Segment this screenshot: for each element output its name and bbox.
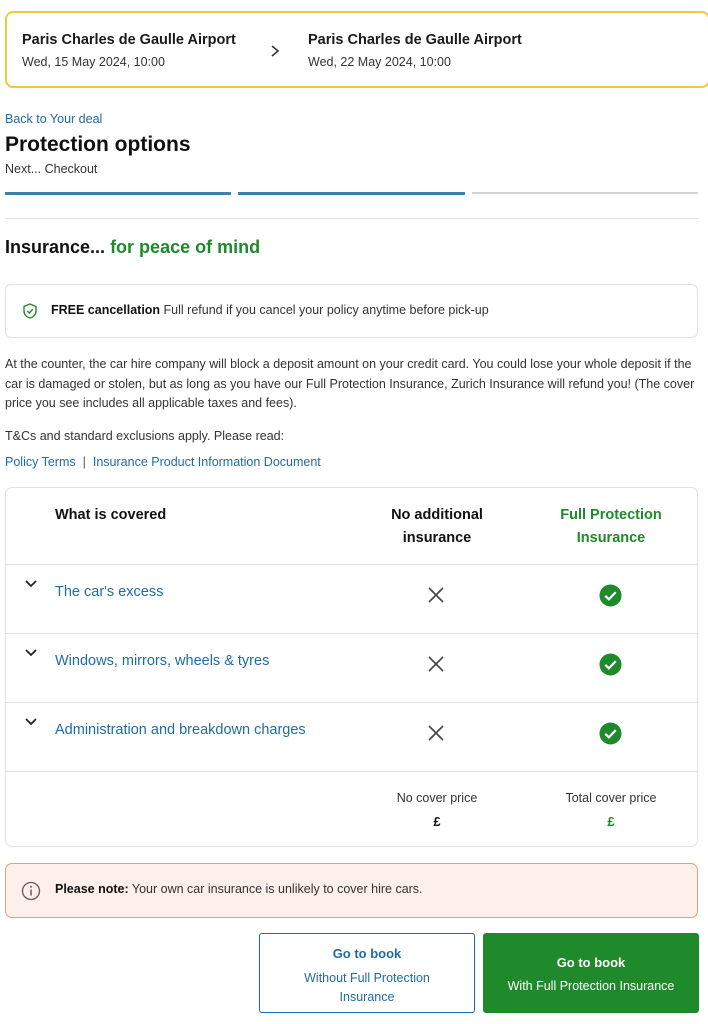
shield-check-icon — [23, 303, 37, 319]
policy-links — [5, 455, 321, 469]
free-cancellation-detail: Full refund if you cancel your policy anytime before pick-up — [163, 303, 489, 317]
trip-summary — [5, 11, 708, 88]
col-header-full-protection-line2: Insurance — [576, 530, 646, 546]
free-cancellation-bold: FREE cancellation — [51, 303, 161, 317]
tcs-text: T&Cs and standard exclusions apply. Please read: — [5, 429, 285, 443]
page-title: Protection options — [5, 133, 191, 156]
no-cover-price-label: No cover price — [396, 791, 478, 805]
book-with-subtitle: With Full Protection Insurance — [507, 979, 675, 993]
insurance-heading-highlight: for peace of mind — [110, 237, 261, 257]
ipid-link[interactable]: Insurance Product Information Document — [92, 455, 321, 469]
row-label[interactable]: The car's excess — [55, 584, 164, 600]
progress-step-2 — [238, 192, 465, 195]
please-note-text — [55, 882, 423, 896]
chevron-right-icon — [269, 43, 281, 59]
row-divider — [6, 633, 697, 634]
col-header-no-insurance — [352, 504, 522, 550]
next-step-label: Next... Checkout — [5, 162, 98, 176]
book-without-title: Go to book — [332, 946, 402, 961]
row-divider — [6, 771, 697, 772]
col-header-what-covered: What is covered — [55, 507, 167, 523]
no-cover-price-value: £ — [433, 814, 441, 829]
divider — [5, 218, 698, 219]
insurance-description: At the counter, the car hire company will block a deposit amount on your credit card. You could lose your whole deposit if the car is damaged or stolen, but as long as you have our Full Protection Insurance, Zurich Insurance will refund you! (The cover price you see includes all applicable taxes and fees). — [5, 357, 695, 410]
row-divider — [6, 702, 697, 703]
insurance-heading-prefix: Insurance... — [5, 237, 106, 257]
pickup-datetime: Wed, 15 May 2024, 10:00 — [22, 55, 165, 69]
please-note-banner — [5, 863, 698, 918]
pickup-location: Paris Charles de Gaulle Airport — [22, 32, 236, 48]
dropoff-leg — [308, 32, 522, 69]
dropoff-datetime: Wed, 22 May 2024, 10:00 — [308, 55, 451, 69]
check-circle-icon — [599, 722, 622, 745]
row-divider — [6, 564, 697, 565]
coverage-table — [5, 487, 698, 847]
please-note-bold: Please note: — [55, 882, 129, 896]
row-label[interactable]: Administration and breakdown charges — [55, 722, 306, 738]
chevron-down-icon[interactable] — [24, 717, 38, 727]
col-header-full-protection-line1: Full Protection — [560, 507, 662, 523]
book-without-subtitle: Without Full Protection Insurance — [304, 971, 430, 1004]
cross-icon — [427, 724, 445, 742]
insurance-heading — [5, 237, 260, 258]
check-circle-icon — [599, 653, 622, 676]
progress-step-3 — [472, 192, 698, 194]
col-header-full-protection — [526, 504, 696, 550]
total-cover-price-label: Total cover price — [565, 791, 657, 805]
check-circle-icon — [599, 584, 622, 607]
free-cancellation-banner — [5, 284, 698, 338]
info-icon — [21, 881, 41, 901]
link-separator: | — [82, 455, 86, 469]
book-with-protection-button[interactable] — [483, 933, 699, 1013]
chevron-down-icon[interactable] — [24, 648, 38, 658]
chevron-down-icon[interactable] — [24, 579, 38, 589]
free-cancellation-text — [51, 303, 489, 317]
policy-terms-link[interactable]: Policy Terms — [5, 455, 76, 469]
pickup-leg — [22, 32, 236, 69]
cross-icon — [427, 655, 445, 673]
cross-icon — [427, 586, 445, 604]
total-cover-price-value: £ — [607, 814, 615, 829]
please-note-detail: Your own car insurance is unlikely to cover hire cars. — [131, 882, 423, 896]
dropoff-location: Paris Charles de Gaulle Airport — [308, 32, 522, 48]
progress-step-1 — [5, 192, 231, 195]
row-label[interactable]: Windows, mirrors, wheels & tyres — [55, 653, 270, 669]
book-with-title: Go to book — [556, 955, 626, 970]
book-without-protection-button[interactable] — [259, 933, 475, 1013]
col-header-no-insurance-line1: No additional — [391, 507, 483, 523]
back-to-deal-link[interactable]: Back to Your deal — [5, 112, 103, 126]
col-header-no-insurance-line2: insurance — [402, 530, 472, 546]
